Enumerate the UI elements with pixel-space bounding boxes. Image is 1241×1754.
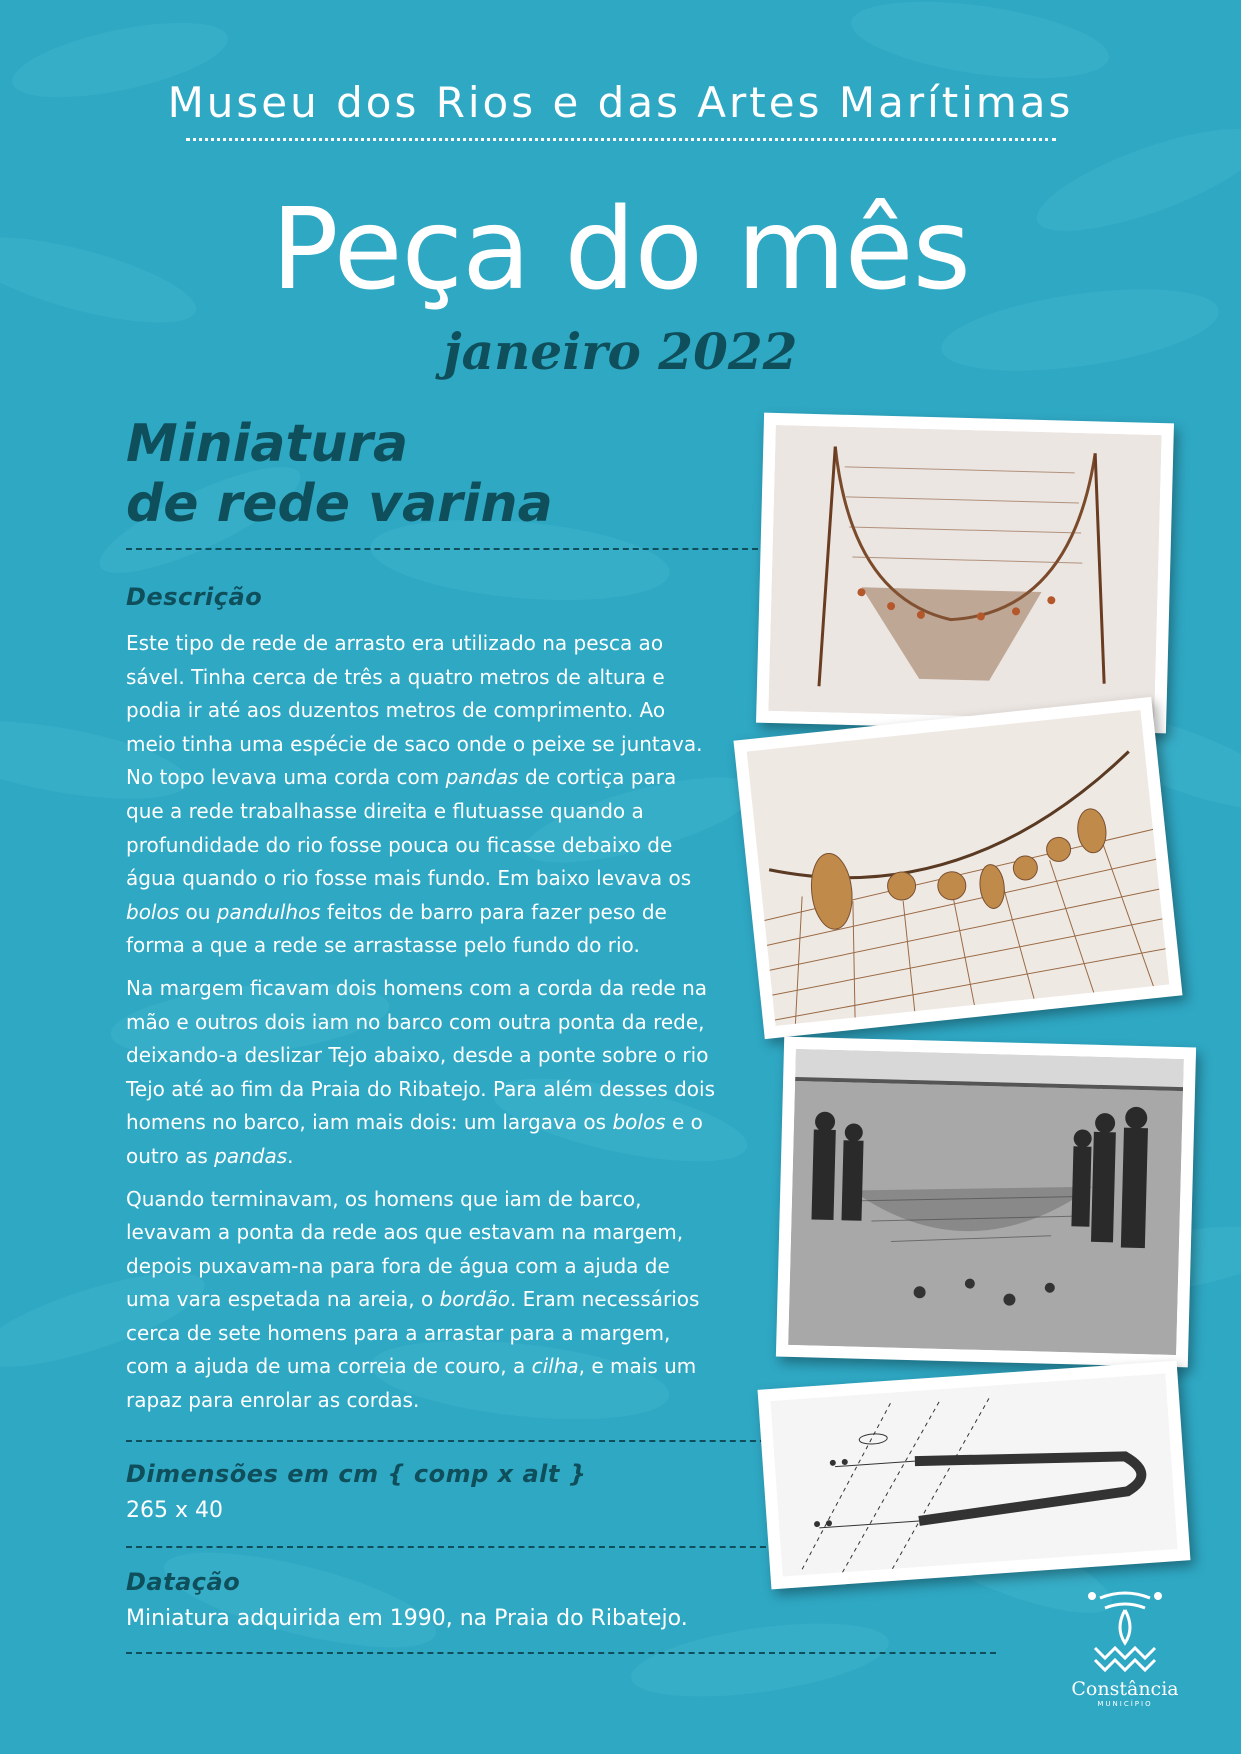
- logo-subtitle: MUNICÍPIO: [1097, 1700, 1153, 1708]
- dimensions-value: 265 x 40: [126, 1498, 223, 1523]
- description-text: [126, 627, 716, 1427]
- piece-title-line2: de rede varina: [126, 474, 553, 534]
- dating-label: Datação: [126, 1568, 241, 1596]
- constancia-logo: [1065, 1588, 1185, 1708]
- description-paragraph-3: Quando terminavam, os homens que iam de barco, levavam a ponta da rede aos que estavam na margem, depois puxavam-na para fora de água com a ajuda de uma vara espetada na areia, o bordão. Eram necessários cerca de sete homens para a arrastar para a margem, com a ajuda de uma correia de couro, a cilha, e mais um rapaz para enrolar as cordas.: [126, 1186, 700, 1413]
- museum-name: Museu dos Rios e das Artes Marítimas: [167, 78, 1074, 127]
- piece-title-line1: Miniatura: [126, 414, 409, 474]
- bottom-divider: [126, 1652, 996, 1654]
- description-paragraph-2: Na margem ficavam dois homens com a corda da rede na mão e outros dois iam no barco com outra ponta da rede, deixando-a deslizar Tejo abaixo, desde a ponte sobre o rio Tejo até ao fim da Praia do Ribatejo. Para além desses dois homens no barco, iam mais dois: um largava os bolos e o outro as pandas.: [126, 975, 716, 1168]
- month-label: janeiro 2022: [443, 322, 798, 381]
- description-label: Descrição: [126, 583, 263, 611]
- logo-name: Constância: [1071, 1678, 1179, 1700]
- photo-cork-floats: [733, 697, 1182, 1039]
- title-divider: [126, 548, 758, 550]
- header-divider: [186, 138, 1056, 141]
- photo-net-wall: [756, 413, 1174, 734]
- description-paragraph-1: Este tipo de rede de arrasto era utilizado na pesca ao sável. Tinha cerca de três a quatro metros de altura e podia ir até aos duzentos metros de comprimento. Ao meio tinha uma espécie de saco onde o peixe se juntava. No topo levava uma corda com pandas de cortiça para que a rede trabalhasse direita e flutuasse quando a profundidade do rio fosse pouca ou ficasse debaixo de água quando o rio fosse mais fundo. Em baixo levava os bolos ou pandulhos feitos de barro para fazer peso de forma a que a rede se arrastasse pelo fundo do rio.: [126, 631, 703, 958]
- photo-net-diagram: [758, 1361, 1191, 1590]
- dimensions-label: Dimensões em cm { comp x alt }: [126, 1460, 587, 1488]
- page-title: Peça do mês: [271, 185, 970, 315]
- mermaid-logo-icon: [1080, 1588, 1170, 1674]
- dating-value: Miniatura adquirida em 1990, na Praia do Ribatejo.: [126, 1606, 688, 1631]
- piece-title: [126, 414, 686, 534]
- dating-divider: [126, 1546, 776, 1548]
- photo-fishermen: [776, 1037, 1196, 1368]
- dimensions-divider: [126, 1440, 766, 1442]
